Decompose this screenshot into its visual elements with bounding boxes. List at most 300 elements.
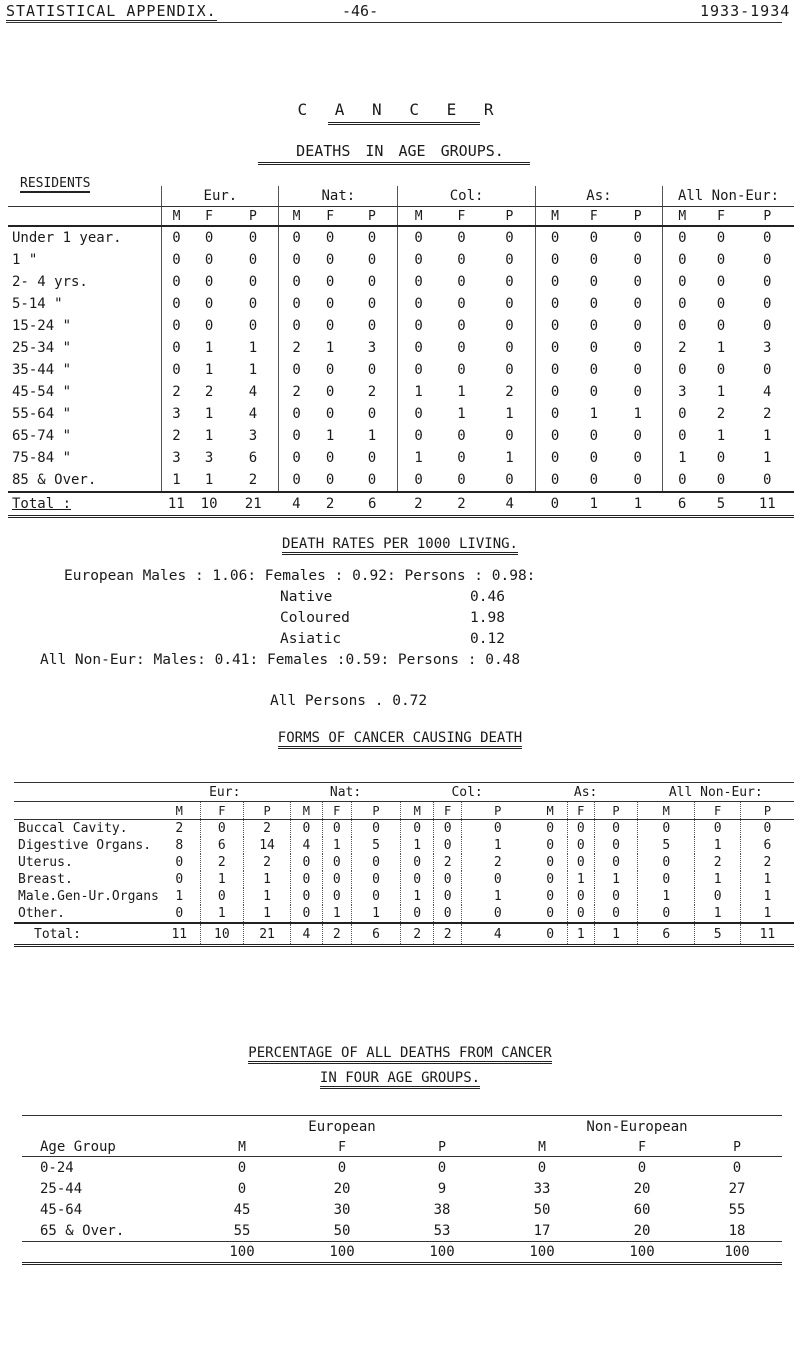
form-cell: 0 — [434, 871, 462, 888]
form-cell: 5 — [352, 837, 401, 854]
forms-sub-header: F — [200, 802, 243, 820]
forms-total-cell: 1 — [595, 923, 638, 946]
sub-header: F — [314, 207, 347, 227]
age-cell: 0 — [279, 359, 314, 381]
age-cell: 0 — [535, 249, 574, 271]
age-cell: 0 — [204, 252, 214, 268]
percentage-cell: 20 — [333, 1180, 351, 1197]
form-cell: 0 — [401, 820, 434, 838]
forms-total-cell: 4 — [461, 923, 533, 946]
form-cell: 1 — [401, 837, 434, 854]
percentage-cell: 55 — [192, 1220, 292, 1242]
age-cell: 0 — [398, 403, 439, 425]
age-cell: 0 — [248, 230, 258, 246]
form-cell: 0 — [461, 905, 533, 923]
age-cell: 0 — [505, 362, 514, 378]
age-cell: 1 — [505, 450, 514, 466]
age-cell: 0 — [505, 472, 514, 488]
age-row — [8, 337, 794, 359]
total-cell: 5 — [702, 492, 741, 517]
form-cell: 0 — [200, 888, 243, 905]
form-cell: 0 — [567, 905, 594, 923]
age-row — [8, 315, 794, 337]
form-cell: 0 — [567, 854, 594, 871]
age-cell: 0 — [535, 226, 574, 249]
sub-header: M — [162, 207, 191, 227]
age-cell: 0 — [716, 274, 726, 290]
total-cell: 21 — [228, 492, 279, 517]
age-cell: 1 — [398, 381, 439, 403]
age-cell: 0 — [162, 271, 191, 293]
form-cell: 0 — [322, 871, 351, 888]
percentage-sub-header: M — [192, 1138, 292, 1157]
form-cell: 2 — [695, 854, 740, 871]
age-row-label: Under 1 year. — [12, 230, 122, 246]
form-cell: 1 — [352, 905, 401, 923]
subtitle-underline — [258, 162, 530, 165]
age-cell: 0 — [663, 271, 702, 293]
age-cell: 1 — [325, 340, 335, 356]
age-cell: 0 — [162, 315, 191, 337]
age-cell: 0 — [505, 428, 514, 444]
age-cell: 0 — [162, 226, 191, 249]
form-cell: 4 — [291, 837, 322, 854]
percentage-total-row — [22, 1242, 782, 1264]
age-row-label: 35-44 " — [12, 362, 72, 378]
age-cell: 2 — [162, 425, 191, 447]
age-cell: 3 — [162, 403, 191, 425]
form-row-label: Buccal Cavity. — [18, 821, 128, 836]
group-header: Eur. — [162, 186, 279, 207]
age-cell: 0 — [457, 274, 466, 290]
total-cell: 10 — [191, 492, 228, 517]
age-cell: 0 — [633, 318, 642, 334]
sub-header: P — [484, 207, 535, 227]
age-cell: 0 — [325, 318, 335, 334]
form-cell: 0 — [461, 871, 533, 888]
forms-total-label: Total: — [14, 923, 159, 946]
group-header-row — [8, 186, 794, 207]
percentage-row-label: 0-24 — [40, 1159, 74, 1176]
percentage-cell: 33 — [533, 1180, 551, 1197]
age-cell: 0 — [457, 296, 466, 312]
age-cell: 0 — [204, 296, 214, 312]
form-cell: 8 — [175, 838, 184, 853]
age-row-label: 65-74 " — [12, 428, 72, 444]
form-cell: 1 — [243, 888, 290, 905]
form-cell: 1 — [243, 905, 290, 923]
percentage-row-label: 45-64 — [40, 1201, 83, 1218]
percentage-cell: 9 — [437, 1180, 447, 1197]
age-cell: 0 — [535, 337, 574, 359]
residents-label: RESIDENTS — [20, 176, 91, 191]
percentage-row — [22, 1178, 782, 1199]
age-row — [8, 469, 794, 492]
form-cell: 0 — [461, 820, 533, 838]
form-cell: 0 — [567, 837, 594, 854]
page-number: -46- — [342, 2, 379, 20]
page-title: C A N C E R — [297, 100, 503, 119]
percentage-cell: 0 — [637, 1159, 647, 1176]
percentage-cell: 0 — [237, 1159, 247, 1176]
form-cell: 1 — [175, 889, 184, 904]
percentage-row — [22, 1220, 782, 1242]
age-cell: 1 — [763, 450, 772, 466]
age-cell: 0 — [535, 447, 574, 469]
age-cell: 0 — [325, 406, 335, 422]
form-cell: 0 — [546, 821, 555, 836]
percentage-total-cell: 100 — [392, 1242, 492, 1264]
forms-total-cell: 0 — [534, 923, 567, 946]
form-cell: 0 — [595, 820, 638, 838]
age-cell: 0 — [457, 450, 466, 466]
age-row — [8, 381, 794, 403]
percentage-cell: 20 — [633, 1180, 651, 1197]
form-cell: 0 — [291, 820, 322, 838]
form-cell: 1 — [461, 837, 533, 854]
percentage-row-label: 65 & Over. — [22, 1220, 192, 1242]
sub-header: F — [574, 207, 613, 227]
native-label: Native — [280, 589, 333, 605]
form-cell: 0 — [401, 854, 434, 871]
age-cell: 0 — [279, 293, 314, 315]
total-cell: 1 — [613, 492, 662, 517]
age-cell: 0 — [763, 274, 772, 290]
age-row — [8, 447, 794, 469]
age-row — [8, 425, 794, 447]
age-cell: 0 — [763, 296, 772, 312]
group-header: All Non-Eur: — [663, 186, 794, 207]
age-cell: 0 — [589, 450, 599, 466]
age-row-label: 5-14 " — [12, 296, 63, 312]
age-cell: 0 — [633, 472, 642, 488]
form-cell: 0 — [567, 888, 594, 905]
percentage-cell: 27 — [728, 1180, 746, 1197]
form-cell: 0 — [175, 855, 184, 870]
age-cell: 0 — [398, 249, 439, 271]
age-cell: 1 — [367, 428, 377, 444]
age-cell: 0 — [204, 230, 214, 246]
forms-group-header-row — [14, 783, 794, 802]
age-cell: 0 — [589, 274, 599, 290]
form-cell: 0 — [322, 888, 351, 905]
percentage-cell: 0 — [237, 1180, 247, 1197]
age-cell: 1 — [204, 362, 214, 378]
age-cell: 0 — [633, 384, 642, 400]
age-cell: 0 — [663, 425, 702, 447]
percentage-row — [22, 1157, 782, 1179]
sub-header: M — [279, 207, 314, 227]
age-cell: 0 — [162, 293, 191, 315]
forms-group-header: All Non-Eur: — [638, 783, 794, 802]
percentage-cell: 38 — [433, 1201, 451, 1218]
total-cell: 6 — [347, 492, 398, 517]
total-cell: 4 — [279, 492, 314, 517]
age-cell: 0 — [763, 252, 772, 268]
age-cell: 0 — [535, 293, 574, 315]
age-group-header: Age Group — [22, 1138, 192, 1157]
forms-group-header: Nat: — [291, 783, 401, 802]
age-cell: 0 — [325, 362, 335, 378]
age-cell: 0 — [367, 472, 377, 488]
form-cell: 0 — [595, 905, 638, 923]
form-cell: 0 — [567, 820, 594, 838]
age-cell: 1 — [763, 428, 772, 444]
age-cell: 0 — [398, 315, 439, 337]
age-cell: 1 — [204, 472, 214, 488]
form-cell: 0 — [291, 854, 322, 871]
form-cell: 0 — [546, 838, 555, 853]
death-rates-title-text: DEATH RATES PER 1000 LIVING. — [282, 536, 518, 555]
forms-total-cell: 11 — [159, 923, 200, 946]
form-cell: 2 — [461, 854, 533, 871]
age-row-label: 1 " — [12, 252, 38, 268]
age-cell: 0 — [535, 469, 574, 492]
age-cell: 0 — [505, 340, 514, 356]
age-cell: 0 — [663, 315, 702, 337]
year-range: 1933-1934 — [700, 2, 791, 20]
age-row — [8, 403, 794, 425]
form-cell: 0 — [291, 888, 322, 905]
percentage-total-cell: 100 — [692, 1242, 782, 1264]
age-row-label: 85 & Over. — [12, 472, 97, 488]
group-header: As: — [535, 186, 662, 207]
age-cell: 0 — [162, 359, 191, 381]
age-cell: 0 — [457, 252, 466, 268]
age-cell: 0 — [325, 384, 335, 400]
form-row — [14, 905, 794, 923]
forms-sub-header: F — [322, 802, 351, 820]
asiatic-label: Asiatic — [280, 631, 342, 647]
age-row-label: 75-84 " — [12, 450, 72, 466]
form-cell: 2 — [740, 854, 794, 871]
total-cell: 2 — [314, 492, 347, 517]
percentage-total-cell: 100 — [592, 1242, 692, 1264]
forms-group-header: Col: — [401, 783, 534, 802]
forms-total-row — [14, 923, 794, 946]
sub-header: M — [535, 207, 574, 227]
appendix-heading: STATISTICAL APPENDIX. — [6, 2, 217, 20]
age-cell: 0 — [325, 472, 335, 488]
non-european-rates: All Non-Eur: Males: 0.41: Females :0.59: Persons : 0.48 — [40, 652, 521, 668]
forms-sub-header: F — [567, 802, 594, 820]
form-cell: 0 — [352, 820, 401, 838]
percentage-sub-header: P — [392, 1138, 492, 1157]
age-row-label: 25-34 " — [12, 340, 72, 356]
forms-title — [0, 730, 800, 746]
age-cell: 0 — [505, 252, 514, 268]
age-cell: 0 — [589, 296, 599, 312]
form-row — [14, 820, 794, 838]
age-cell: 0 — [325, 230, 335, 246]
european-rates: European Males : 1.06: Females : 0.92: Persons : 0.98: — [64, 568, 536, 584]
age-cell: 1 — [325, 428, 335, 444]
age-cell: 0 — [398, 359, 439, 381]
age-cell: 0 — [279, 249, 314, 271]
form-cell: 1 — [740, 888, 794, 905]
percentage-cell: 17 — [492, 1220, 592, 1242]
age-cell: 2 — [716, 406, 726, 422]
age-cell: 0 — [663, 359, 702, 381]
forms-of-cancer-table — [14, 782, 794, 947]
form-cell: 14 — [243, 837, 290, 854]
forms-sub-header: M — [159, 802, 200, 820]
age-cell: 0 — [763, 230, 772, 246]
form-cell: 2 — [434, 854, 462, 871]
age-cell: 0 — [633, 428, 642, 444]
age-cell: 0 — [367, 296, 377, 312]
forms-sub-header: P — [740, 802, 794, 820]
deaths-by-age-table — [8, 186, 794, 518]
forms-sub-header: P — [243, 802, 290, 820]
form-row-label: Uterus. — [18, 855, 73, 870]
form-cell: 0 — [401, 871, 434, 888]
form-cell: 0 — [595, 854, 638, 871]
total-label: Total : — [8, 492, 162, 517]
age-cell: 0 — [162, 249, 191, 271]
age-cell: 0 — [663, 403, 702, 425]
age-cell: 0 — [535, 315, 574, 337]
age-cell: 0 — [763, 318, 772, 334]
age-cell: 0 — [633, 274, 642, 290]
age-cell: 2 — [367, 384, 377, 400]
percentage-cell: 20 — [592, 1220, 692, 1242]
form-cell: 1 — [740, 871, 794, 888]
form-cell: 1 — [567, 871, 594, 888]
forms-total-cell: 11 — [740, 923, 794, 946]
forms-total-cell: 2 — [434, 923, 462, 946]
form-cell: 0 — [638, 854, 695, 871]
form-cell: 0 — [175, 906, 184, 921]
percentage-title-line2: IN FOUR AGE GROUPS. — [320, 1070, 480, 1089]
form-cell: 0 — [695, 820, 740, 838]
age-cell: 2 — [204, 384, 214, 400]
age-cell: 0 — [535, 359, 574, 381]
age-cell: 3 — [204, 450, 214, 466]
form-cell: 1 — [695, 871, 740, 888]
percentage-total-cell: 100 — [192, 1242, 292, 1264]
group-header: Nat: — [279, 186, 398, 207]
forms-total-cell: 1 — [567, 923, 594, 946]
form-row-label: Digestive Organs. — [18, 838, 152, 853]
percentage-cell: 53 — [392, 1220, 492, 1242]
age-cell: 0 — [716, 296, 726, 312]
age-cell: 0 — [633, 450, 642, 466]
sub-header: P — [613, 207, 662, 227]
age-cell: 0 — [248, 296, 258, 312]
group-header: Col: — [398, 186, 535, 207]
age-cell: 0 — [248, 252, 258, 268]
form-cell: 5 — [638, 837, 695, 854]
age-cell: 0 — [457, 472, 466, 488]
age-cell: 0 — [367, 406, 377, 422]
age-cell: 0 — [367, 450, 377, 466]
forms-group-header: As: — [534, 783, 638, 802]
age-cell: 1 — [204, 428, 214, 444]
age-cell: 0 — [279, 403, 314, 425]
form-cell: 0 — [175, 872, 184, 887]
age-cell: 0 — [663, 226, 702, 249]
form-cell: 0 — [546, 906, 555, 921]
percentage-cell: 50 — [292, 1220, 392, 1242]
forms-sub-header: P — [461, 802, 533, 820]
age-cell: 2 — [763, 406, 772, 422]
total-cell: 2 — [398, 492, 439, 517]
age-cell: 1 — [248, 340, 258, 356]
form-row-label: Male.Gen-Ur.Organs — [18, 889, 159, 904]
age-cell: 0 — [589, 340, 599, 356]
total-cell: 11 — [741, 492, 794, 517]
form-cell: 1 — [401, 888, 434, 905]
age-cell: 2 — [248, 472, 258, 488]
deaths-by-age-body — [8, 226, 794, 492]
age-cell: 0 — [535, 271, 574, 293]
age-cell: 0 — [535, 425, 574, 447]
percentage-total-cell: 100 — [292, 1242, 392, 1264]
age-cell: 0 — [505, 296, 514, 312]
percentage-cell: 60 — [633, 1201, 651, 1218]
form-cell: 0 — [401, 905, 434, 923]
age-cell: 1 — [457, 406, 466, 422]
form-cell: 1 — [200, 871, 243, 888]
percentage-sub-header: F — [592, 1138, 692, 1157]
form-cell: 0 — [291, 905, 322, 923]
age-cell: 1 — [633, 406, 642, 422]
age-cell: 3 — [367, 340, 377, 356]
form-cell: 0 — [322, 820, 351, 838]
form-row — [14, 871, 794, 888]
age-cell: 2 — [279, 381, 314, 403]
asiatic-rate: 0.12 — [470, 631, 505, 647]
form-cell: 0 — [638, 905, 695, 923]
percentage-title — [0, 1045, 800, 1061]
age-cell: 1 — [716, 384, 726, 400]
sub-header: F — [191, 207, 228, 227]
sub-header: F — [439, 207, 484, 227]
age-cell: 0 — [398, 469, 439, 492]
title-underline — [328, 122, 480, 125]
form-cell: 0 — [740, 820, 794, 838]
forms-sub-header: M — [638, 802, 695, 820]
age-cell: 0 — [248, 274, 258, 290]
sub-header-row — [8, 207, 794, 227]
age-row — [8, 249, 794, 271]
age-cell: 2 — [279, 337, 314, 359]
age-cell: 0 — [279, 315, 314, 337]
form-cell: 0 — [352, 871, 401, 888]
form-cell: 0 — [291, 871, 322, 888]
form-cell: 0 — [434, 837, 462, 854]
form-cell: 2 — [243, 854, 290, 871]
age-row-label: 55-64 " — [12, 406, 72, 422]
age-cell: 3 — [248, 428, 258, 444]
form-cell: 0 — [595, 888, 638, 905]
form-cell: 1 — [740, 905, 794, 923]
total-cell: 0 — [535, 492, 574, 517]
age-cell: 0 — [633, 230, 642, 246]
form-cell: 1 — [595, 871, 638, 888]
age-cell: 0 — [763, 362, 772, 378]
percentage-total-cell: 100 — [492, 1242, 592, 1264]
form-cell: 6 — [740, 837, 794, 854]
age-cell: 0 — [663, 249, 702, 271]
age-cell: 4 — [763, 384, 772, 400]
form-cell: 0 — [434, 820, 462, 838]
form-cell: 1 — [200, 905, 243, 923]
age-cell: 0 — [633, 340, 642, 356]
native-rate: 0.46 — [470, 589, 505, 605]
age-cell: 0 — [398, 271, 439, 293]
